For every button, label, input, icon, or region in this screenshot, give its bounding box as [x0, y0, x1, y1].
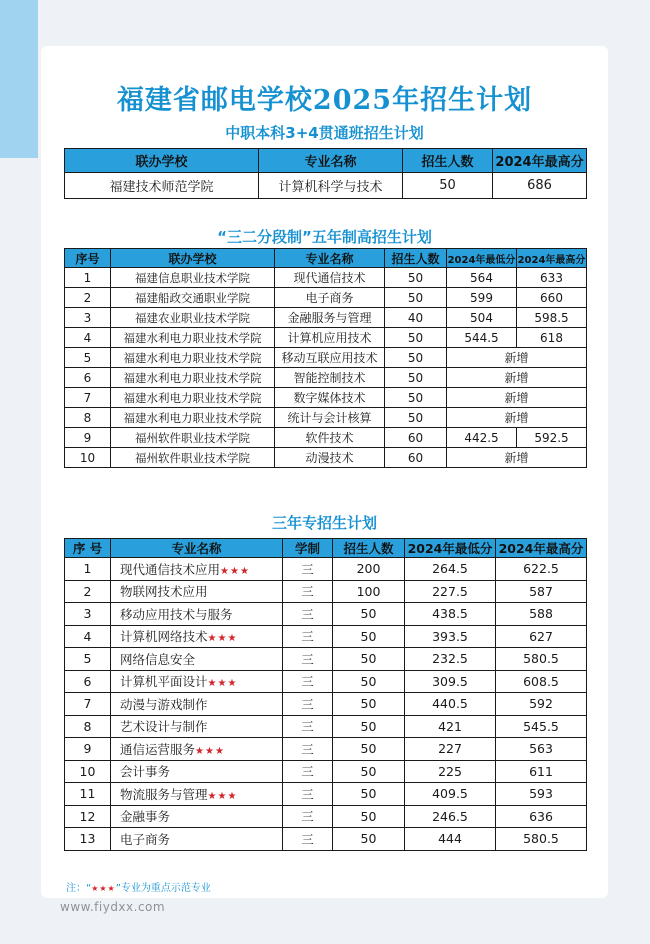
table-row — [65, 603, 587, 626]
table-row — [65, 828, 587, 851]
enroll-count: 50 — [333, 760, 405, 783]
major-name — [111, 805, 283, 828]
major-label: 现代通信技术应用 — [120, 561, 221, 577]
table-cell: 计算机科学与技术 — [259, 173, 403, 199]
study-years: 三 — [283, 603, 333, 626]
key-major-stars: ★★★ — [207, 633, 238, 645]
major-name — [111, 625, 283, 648]
section3-title: 三年专招生计划 — [271, 514, 377, 532]
table-cell: 544.5 — [447, 328, 517, 348]
table-cell: 统计与会计核算 — [275, 408, 385, 428]
max-score: 587 — [496, 580, 587, 603]
table-cell: 软件技术 — [275, 428, 385, 448]
table-row — [65, 428, 587, 448]
table-cell: 8 — [65, 408, 111, 428]
enroll-count: 200 — [333, 558, 405, 581]
table-cell: 50 — [385, 268, 447, 288]
table-cell: 智能控制技术 — [275, 368, 385, 388]
table-cell: 50 — [385, 348, 447, 368]
major-label: 计算机网络技术 — [120, 629, 208, 645]
table-row — [65, 805, 587, 828]
enroll-count: 50 — [333, 648, 405, 671]
table-cell: 福州软件职业技术学院 — [111, 448, 275, 468]
min-score: 227 — [405, 738, 496, 761]
enroll-count: 50 — [333, 670, 405, 693]
table-cell: 564 — [447, 268, 517, 288]
row-number: 3 — [65, 603, 111, 626]
table-cell: 福建水利电力职业技术学院 — [111, 408, 275, 428]
key-major-stars: ★★★ — [220, 565, 250, 577]
study-years: 三 — [283, 738, 333, 761]
major-name — [111, 558, 283, 581]
study-years: 三 — [283, 558, 333, 581]
table-cell: 442.5 — [447, 428, 517, 448]
table-cell: 福州软件职业技术学院 — [111, 428, 275, 448]
table-cell: 50 — [385, 388, 447, 408]
major-name — [111, 715, 283, 738]
row-number: 10 — [65, 760, 111, 783]
page-title: 福建省邮电学校2025年招生计划 — [116, 85, 533, 116]
enroll-count: 50 — [333, 693, 405, 716]
section1-table — [64, 148, 587, 199]
table-cell: 660 — [517, 288, 587, 308]
study-years: 三 — [283, 580, 333, 603]
note-suffix: ”专业为重点示范专业 — [115, 883, 211, 894]
enroll-count: 50 — [333, 783, 405, 806]
row-number: 1 — [65, 558, 111, 581]
table-row — [65, 348, 587, 368]
max-score: 622.5 — [496, 558, 587, 581]
row-number: 2 — [65, 580, 111, 603]
max-score: 636 — [496, 805, 587, 828]
min-score: 440.5 — [405, 693, 496, 716]
table-cell: 福建水利电力职业技术学院 — [111, 388, 275, 408]
table-cell: 福建技术师范学院 — [65, 173, 259, 199]
max-score: 580.5 — [496, 648, 587, 671]
table-row — [65, 760, 587, 783]
table-row — [65, 670, 587, 693]
table-row — [65, 693, 587, 716]
footnote — [66, 879, 211, 894]
table-cell: 60 — [385, 448, 447, 468]
table-row — [65, 268, 587, 288]
table-header: 序 号 — [65, 539, 111, 558]
table-row — [65, 408, 587, 428]
max-score: 588 — [496, 603, 587, 626]
table-row — [65, 388, 587, 408]
table-cell: 60 — [385, 428, 447, 448]
study-years: 三 — [283, 670, 333, 693]
min-score: 421 — [405, 715, 496, 738]
study-years: 三 — [283, 693, 333, 716]
table-cell: 金融服务与管理 — [275, 308, 385, 328]
plan-card — [41, 46, 608, 898]
table-cell: 592.5 — [517, 428, 587, 448]
min-score: 309.5 — [405, 670, 496, 693]
table-cell: 686 — [493, 173, 587, 199]
min-score: 225 — [405, 760, 496, 783]
section2-title: “三二分段制”五年制高招生计划 — [217, 228, 432, 246]
enroll-count: 50 — [333, 805, 405, 828]
major-label: 移动应用技术与服务 — [120, 606, 233, 622]
section1-title: 中职本科3+4贯通班招生计划 — [225, 124, 424, 142]
note-prefix: 注：“ — [66, 883, 92, 894]
table-cell: 福建水利电力职业技术学院 — [111, 328, 275, 348]
table-cell: 6 — [65, 368, 111, 388]
enroll-count: 50 — [333, 715, 405, 738]
table-cell: 1 — [65, 268, 111, 288]
max-score: 608.5 — [496, 670, 587, 693]
table-cell: 7 — [65, 388, 111, 408]
table-header: 学制 — [283, 539, 333, 558]
table-cell: 新增 — [447, 408, 587, 428]
table-cell: 50 — [385, 288, 447, 308]
table-row — [65, 625, 587, 648]
major-name — [111, 783, 283, 806]
table-cell: 10 — [65, 448, 111, 468]
table-cell: 3 — [65, 308, 111, 328]
table-cell: 计算机应用技术 — [275, 328, 385, 348]
min-score: 438.5 — [405, 603, 496, 626]
table-cell: 新增 — [447, 348, 587, 368]
enroll-count: 50 — [333, 828, 405, 851]
study-years: 三 — [283, 625, 333, 648]
section3-table — [64, 538, 587, 851]
major-label: 金融事务 — [120, 809, 171, 825]
table-cell: 633 — [517, 268, 587, 288]
max-score: 545.5 — [496, 715, 587, 738]
table-row — [65, 173, 587, 199]
row-number: 7 — [65, 693, 111, 716]
max-score: 580.5 — [496, 828, 587, 851]
table-cell: 移动互联应用技术 — [275, 348, 385, 368]
table-header: 2024年最高分 — [517, 249, 587, 268]
table-header: 2024年最低分 — [447, 249, 517, 268]
table-cell: 50 — [385, 408, 447, 428]
major-label: 通信运营服务 — [120, 741, 196, 757]
table-cell: 618 — [517, 328, 587, 348]
table-row — [65, 580, 587, 603]
table-cell: 504 — [447, 308, 517, 328]
enroll-count: 50 — [333, 603, 405, 626]
enroll-count: 100 — [333, 580, 405, 603]
study-years: 三 — [283, 828, 333, 851]
table-cell: 现代通信技术 — [275, 268, 385, 288]
table-cell: 福建农业职业技术学院 — [111, 308, 275, 328]
table-row — [65, 738, 587, 761]
major-label: 物流服务与管理 — [120, 786, 208, 802]
major-label: 艺术设计与制作 — [120, 719, 208, 735]
min-score: 232.5 — [405, 648, 496, 671]
major-label: 电子商务 — [120, 831, 171, 847]
table-header: 2024年最低分 — [405, 539, 496, 558]
row-number: 5 — [65, 648, 111, 671]
key-major-stars: ★★★ — [207, 790, 238, 802]
key-major-stars: ★★★ — [207, 678, 238, 690]
table-row — [65, 448, 587, 468]
table-row — [65, 558, 587, 581]
table-header: 2024年最高分 — [493, 149, 587, 173]
table-header: 招生人数 — [385, 249, 447, 268]
table-cell: 福建水利电力职业技术学院 — [111, 368, 275, 388]
row-number: 6 — [65, 670, 111, 693]
min-score: 246.5 — [405, 805, 496, 828]
table-header: 序号 — [65, 249, 111, 268]
table-cell: 新增 — [447, 388, 587, 408]
row-number: 9 — [65, 738, 111, 761]
major-label: 计算机平面设计 — [120, 674, 208, 690]
table-cell: 598.5 — [517, 308, 587, 328]
max-score: 593 — [496, 783, 587, 806]
row-number: 4 — [65, 625, 111, 648]
row-number: 11 — [65, 783, 111, 806]
row-number: 8 — [65, 715, 111, 738]
enroll-count: 50 — [333, 625, 405, 648]
min-score: 393.5 — [405, 625, 496, 648]
table-row — [65, 648, 587, 671]
study-years: 三 — [283, 648, 333, 671]
major-name — [111, 603, 283, 626]
major-label: 会计事务 — [120, 764, 171, 780]
table-cell: 50 — [385, 328, 447, 348]
study-years: 三 — [283, 783, 333, 806]
enroll-count: 50 — [333, 738, 405, 761]
footer-url: www.fiydxx.com — [60, 900, 166, 914]
major-name — [111, 670, 283, 693]
table-header: 招生人数 — [403, 149, 493, 173]
table-cell: 5 — [65, 348, 111, 368]
table-cell: 40 — [385, 308, 447, 328]
table-row — [65, 783, 587, 806]
study-years: 三 — [283, 715, 333, 738]
major-name — [111, 693, 283, 716]
major-name — [111, 738, 283, 761]
table-header: 2024年最高分 — [496, 539, 587, 558]
row-number: 13 — [65, 828, 111, 851]
table-cell: 50 — [403, 173, 493, 199]
note-stars: ★★★ — [91, 884, 116, 893]
min-score: 444 — [405, 828, 496, 851]
table-row — [65, 715, 587, 738]
table-row — [65, 368, 587, 388]
row-number: 12 — [65, 805, 111, 828]
table-cell: 数字媒体技术 — [275, 388, 385, 408]
major-name — [111, 828, 283, 851]
table-cell: 电子商务 — [275, 288, 385, 308]
table-cell: 4 — [65, 328, 111, 348]
table-cell: 599 — [447, 288, 517, 308]
table-cell: 福建信息职业技术学院 — [111, 268, 275, 288]
table-cell: 新增 — [447, 448, 587, 468]
table-header: 专业名称 — [259, 149, 403, 173]
min-score: 227.5 — [405, 580, 496, 603]
table-cell: 动漫技术 — [275, 448, 385, 468]
major-label: 物联网技术应用 — [120, 584, 208, 600]
table-cell: 2 — [65, 288, 111, 308]
table-header: 专业名称 — [111, 539, 283, 558]
table-header: 联办学校 — [111, 249, 275, 268]
table-cell: 50 — [385, 368, 447, 388]
section2-table — [64, 248, 587, 468]
max-score: 611 — [496, 760, 587, 783]
table-row — [65, 308, 587, 328]
max-score: 592 — [496, 693, 587, 716]
table-cell: 新增 — [447, 368, 587, 388]
table-row — [65, 328, 587, 348]
major-name — [111, 760, 283, 783]
table-header: 招生人数 — [333, 539, 405, 558]
major-name — [111, 580, 283, 603]
major-label: 网络信息安全 — [120, 651, 196, 667]
study-years: 三 — [283, 805, 333, 828]
table-cell: 9 — [65, 428, 111, 448]
min-score: 409.5 — [405, 783, 496, 806]
key-major-stars: ★★★ — [195, 745, 225, 757]
table-header: 联办学校 — [65, 149, 259, 173]
study-years: 三 — [283, 760, 333, 783]
max-score: 563 — [496, 738, 587, 761]
table-cell: 福建船政交通职业学院 — [111, 288, 275, 308]
corner-accent — [0, 0, 38, 158]
table-cell: 福建水利电力职业技术学院 — [111, 348, 275, 368]
major-name — [111, 648, 283, 671]
major-label: 动漫与游戏制作 — [120, 696, 208, 712]
min-score: 264.5 — [405, 558, 496, 581]
max-score: 627 — [496, 625, 587, 648]
table-row — [65, 288, 587, 308]
table-header: 专业名称 — [275, 249, 385, 268]
